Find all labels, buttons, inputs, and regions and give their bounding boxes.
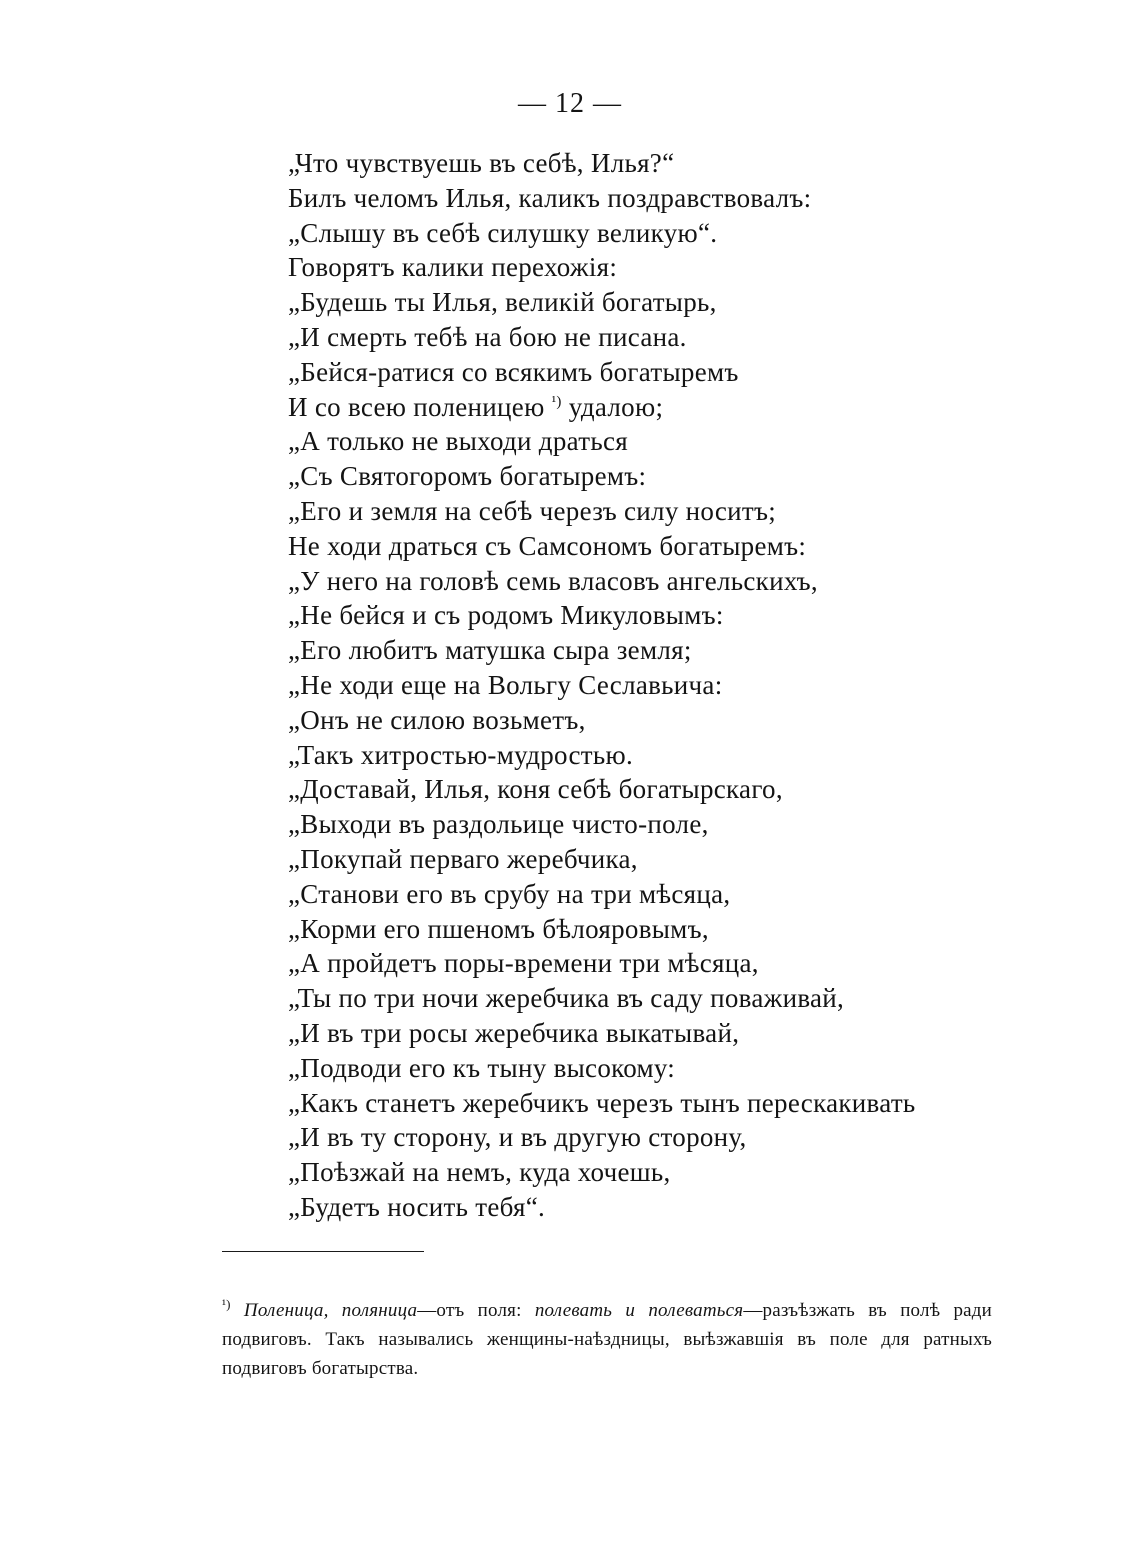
poem-line: „Ты по три ночи жеребчика въ саду поваживай, [288, 983, 845, 1014]
poem-line: „И смерть тебѣ на бою не писана. [288, 321, 687, 352]
poem-line: „Станови его въ срубу на три мѣсяца, [288, 878, 731, 909]
poem-line: „Не ходи еще на Вольгу Сеславьича: [288, 669, 723, 700]
poem-line: „У него на головѣ семь власовъ ангельскихъ, [288, 565, 818, 596]
footnote-verbs: полевать и полеваться [534, 1300, 744, 1321]
poem-line: „И въ три росы жеребчика выкатывай, [288, 1017, 740, 1048]
footnote [222, 1296, 992, 1383]
poem-line: Билъ челомъ Илья, каликъ поздравствовалъ: [288, 182, 812, 213]
poem-line: „Будетъ носить тебя“. [288, 1191, 546, 1222]
page-number: — 12 — [518, 88, 622, 119]
footnote-reference: ¹) [551, 393, 562, 410]
poem-line: „Съ Святогоромъ богатыремъ: [288, 461, 647, 492]
footnote-mark: ¹) [222, 1296, 231, 1312]
poem-line-with-footnote [288, 390, 916, 425]
poem-line: „Слышу въ себѣ силушку великую“. [288, 217, 718, 248]
poem-line: „Такъ хитростью-мудростью. [288, 739, 634, 770]
poem-line-head: И со всею поленицею [288, 391, 545, 422]
poem-line: „Покупай перваго жеребчика, [288, 843, 638, 874]
footnote-text: —отъ поля: [417, 1300, 535, 1321]
poem-line: „Доставай, Илья, коня себѣ богатырскаго, [288, 774, 783, 805]
poem-line: „Будешь ты Илья, великій богатырь, [288, 287, 717, 318]
poem-line: Говорятъ калики перехожія: [288, 252, 618, 283]
poem-line: „Его и земля на себѣ черезъ силу носитъ; [288, 495, 777, 526]
poem-text [288, 146, 916, 1225]
poem-line: „Корми его пшеномъ бѣлояровымъ, [288, 913, 709, 944]
poem-line: „Выходи въ раздольице чисто-поле, [288, 809, 709, 840]
poem-line: „Подводи его къ тыну высокому: [288, 1052, 676, 1083]
footnote-term: Поленица, поляница [243, 1300, 418, 1321]
footnote-text: —разъѣзжать въ полѣ ради подвиговъ. Такъ назывались женщины-наѣздницы, выѣзжавшія въ поле для ратныхъ подвиговъ богатырства. [222, 1300, 993, 1379]
poem-line: „Что чувствуешь въ себѣ, Илья?“ [288, 148, 675, 178]
poem-line: „Не бейся и съ родомъ Микуловымъ: [288, 600, 724, 631]
poem-line: „А пройдетъ поры-времени три мѣсяца, [288, 948, 759, 979]
poem-line: „И въ ту сторону, и въ другую сторону, [288, 1122, 747, 1153]
poem-line: „Бейся-ратися со всякимъ богатыремъ [288, 356, 739, 387]
poem-line: „Какъ станетъ жеребчикъ черезъ тынъ перескакивать [288, 1087, 916, 1118]
poem-line: „Его любитъ матушка сыра земля; [288, 635, 692, 666]
poem-line: Не ходи драться съ Самсономъ богатыремъ: [288, 530, 807, 561]
poem-line: „А только не выходи драться [288, 426, 628, 457]
poem-line: „Онъ не силою возьметъ, [288, 704, 586, 735]
poem-line-tail: удалою; [561, 391, 664, 422]
poem-line: „Поѣзжай на немъ, куда хочешь, [288, 1157, 671, 1188]
footnote-divider [222, 1251, 424, 1252]
